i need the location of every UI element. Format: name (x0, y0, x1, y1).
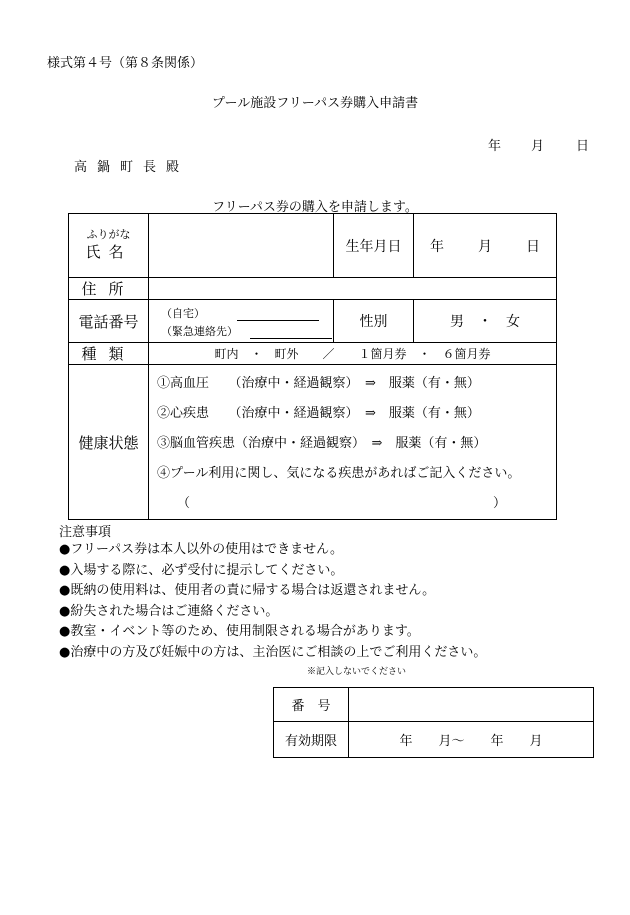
note-item: ●治療中の方及び妊娠中の方は、主治医にご相談の上でご利用ください。 (59, 644, 487, 660)
date-day: 日 (576, 139, 590, 154)
document-title: プール施設フリーパス券購入申請書 (211, 96, 419, 111)
addressee: 高鍋町長殿 (74, 160, 190, 175)
paren-open: （ (177, 496, 191, 511)
birth-day: 日 (526, 238, 540, 255)
phone-home-field[interactable] (237, 310, 319, 321)
name-label-cell (69, 214, 149, 278)
name-label: 氏名 (85, 243, 132, 261)
birth-label: 生年月日 (334, 214, 414, 278)
phone-emergency-label: （緊急連絡先） (161, 325, 238, 338)
health-item-cerebrovascular[interactable]: ③脳血管疾患（治療中・経過観察） ⇒ 服薬（有・無） (157, 436, 487, 451)
health-label: 健康状態 (69, 365, 149, 520)
office-use-note: ※記入しないでください (307, 667, 407, 677)
lead-text: フリーパス券の購入を申請します。 (212, 200, 418, 215)
office-use-table (273, 687, 594, 758)
sex-options[interactable]: 男 ・ 女 (414, 300, 557, 343)
note-item: ●紛失された場合はご連絡ください。 (59, 603, 279, 619)
notes-list (59, 540, 486, 663)
paren-close: ） (492, 496, 506, 511)
note-item: ●教室・イベント等のため、使用制限される場合があります。 (59, 624, 420, 639)
furigana-label: ふりがな (86, 228, 131, 241)
health-item-other: ④プール利用に関し、気になる疾患があればご記入ください。 (157, 466, 521, 481)
number-label: 番 号 (274, 688, 349, 722)
health-item-heart[interactable]: ②心疾患 （治療中・経過観察） ⇒ 服薬（有・無） (157, 406, 480, 421)
health-item-hypertension[interactable]: ①高血圧 （治療中・経過観察） ⇒ 服薬（有・無） (157, 376, 480, 391)
note-item: ●フリーパス券は本人以外の使用はできません。 (59, 542, 343, 557)
health-status (149, 365, 557, 520)
number-field[interactable] (349, 688, 594, 722)
phone-label: 電話番号 (69, 300, 149, 343)
date-year: 年 (488, 139, 502, 154)
address-field[interactable] (149, 278, 557, 300)
expiry-label: 有効期限 (274, 722, 349, 758)
note-item: ●入場する際に、必ず受付に提示してください。 (59, 562, 344, 578)
application-form (68, 213, 557, 520)
birth-field[interactable] (414, 214, 557, 278)
notes-title: 注意事項 (59, 525, 112, 540)
expiry-field[interactable]: 年 月〜 年 月 (349, 722, 594, 758)
phone-emergency-field[interactable] (250, 328, 332, 339)
address-label: 住所 (69, 278, 149, 300)
sex-label: 性別 (334, 300, 414, 343)
form-number: 様式第４号（第８条関係） (47, 56, 204, 71)
phone-fields (149, 300, 334, 343)
birth-month: 月 (478, 238, 492, 255)
date-month: 月 (531, 139, 545, 154)
name-field[interactable] (149, 214, 334, 278)
birth-year: 年 (430, 238, 444, 255)
type-options[interactable]: 町内 ・ 町外 ／ １箇月券 ・ ６箇月券 (149, 343, 557, 365)
health-other-field[interactable] (157, 489, 556, 519)
application-date (488, 135, 589, 154)
note-item: ●既納の使用料は、使用者の責に帰する場合は返還されません。 (59, 583, 436, 598)
phone-home-label: （自宅） (161, 307, 205, 320)
type-label: 種類 (69, 343, 149, 365)
